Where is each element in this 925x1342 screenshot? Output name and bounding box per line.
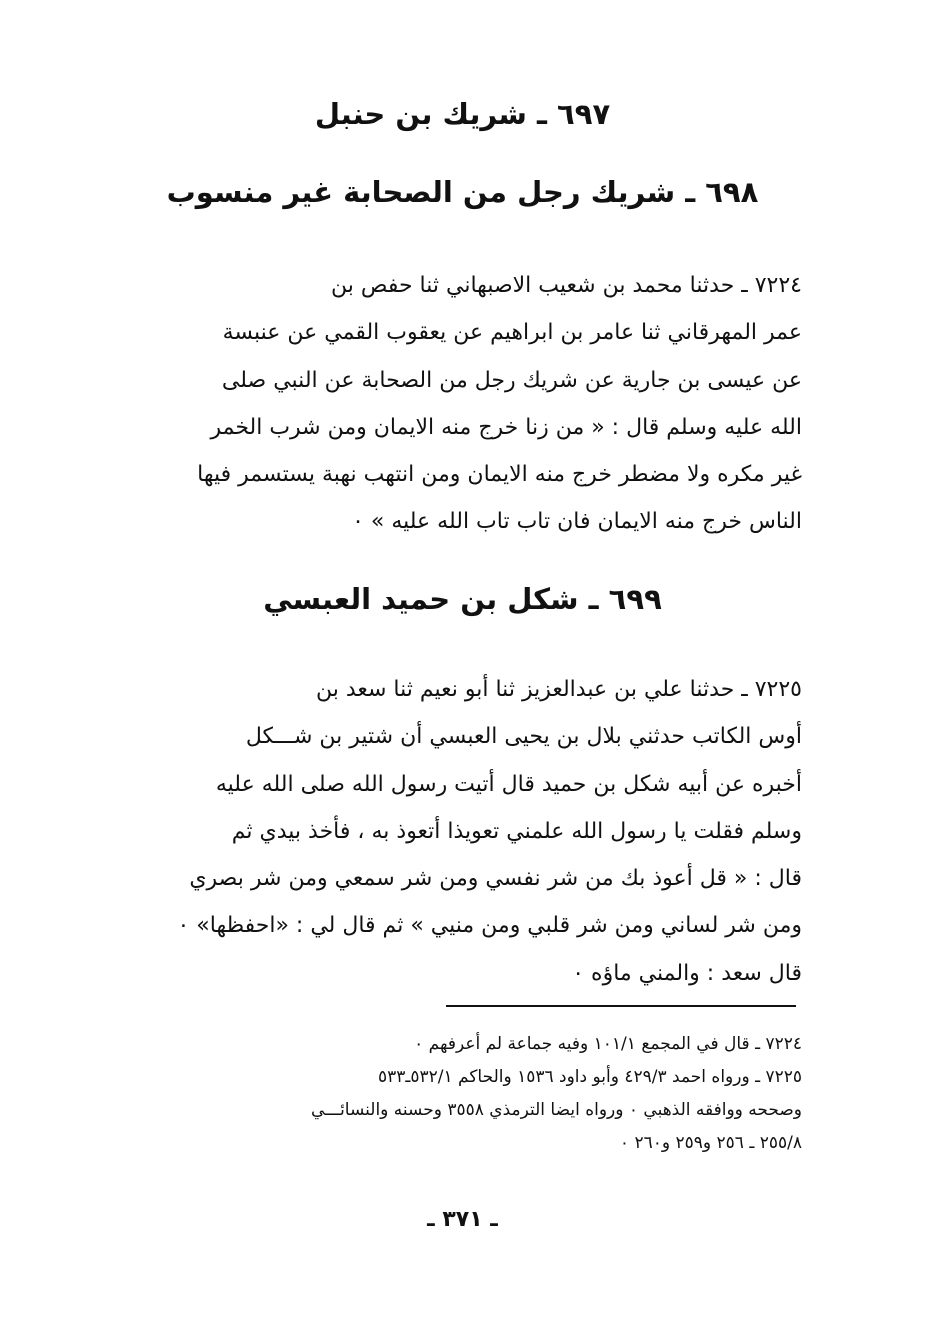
hadith-line: ٧٢٢٥ ـ حدثنا علي بن عبدالعزيز ثنا أبو نعيم ثنا سعد بن (315, 677, 802, 702)
hadith-line: عن عيسى بن جارية عن شريك رجل من الصحابة عن النبي صلى (221, 367, 802, 393)
hadith-line: قال سعد : والمني ماؤه ٠ (572, 960, 802, 986)
hadith-7225 (100, 666, 802, 997)
footnote-line: ٢٥٥/٨ ـ ٢٥٦ و٢٥٩ و٢٦٠ ٠ (619, 1133, 802, 1153)
footnote-line: ٧٢٢٥ ـ ورواه احمد ٤٢٩/٣ وأبو داود ١٥٣٦ والحاكم ٥٣٢/١ـ٥٣٣ (377, 1067, 802, 1087)
hadith-7224 (100, 262, 802, 546)
footnotes (90, 1028, 802, 1160)
hadith-line: قال : « قل أعوذ بك من شر نفسي ومن شر سمعي ومن شر بصري (189, 866, 802, 892)
hadith-line: الناس خرج منه الايمان فان تاب تاب الله عليه » ٠ (352, 509, 802, 535)
hadith-line: عمر المهرقاني ثنا عامر بن ابراهيم عن يعقوب القمي عن عنبسة (222, 320, 802, 346)
hadith-line: وسلم فقلت يا رسول الله علمني تعويذا أتعوذ به ، فأخذ بيدي ثم (231, 818, 802, 844)
section-heading-698: ٦٩٨ ـ شريك رجل من الصحابة غير منسوب (166, 175, 759, 209)
footnote-line: ٧٢٢٤ ـ قال في المجمع ١٠١/١ وفيه جماعة لم أعرفهم ٠ (414, 1034, 802, 1054)
hadith-line: غير مكره ولا مضطر خرج منه الايمان ومن انتهب نهبة يستسمر فيها (197, 462, 802, 488)
footnote-line: وصححه ووافقه الذهبي ٠ ورواه ايضا الترمذي ٣٥٥٨ وحسنه والنسائـــي (310, 1100, 802, 1120)
hadith-line: الله عليه وسلم قال : « من زنا خرج منه الايمان ومن شرب الخمر (210, 414, 802, 440)
hadith-line: ٧٢٢٤ ـ حدثنا محمد بن شعيب الاصبهاني ثنا حفص بن (331, 273, 802, 298)
section-heading-697: ٦٩٧ ـ شريك بن حنبل (314, 97, 611, 131)
hadith-line: أوس الكاتب حدثني بلال بن يحيى العبسي أن شتير بن شـــكل (245, 724, 802, 750)
footnote-divider (446, 1005, 796, 1007)
page-number: ـ ٣٧١ ـ (427, 1207, 498, 1232)
hadith-line: أخبره عن أبيه شكل بن حميد قال أتيت رسول الله صلى الله عليه (215, 771, 802, 797)
hadith-line: ومن شر لساني ومن شر قلبي ومن منيي » ثم قال لي : «احفظها» ٠ (177, 913, 802, 939)
section-heading-699: ٦٩٩ ـ شكل بن حميد العبسي (263, 582, 662, 616)
